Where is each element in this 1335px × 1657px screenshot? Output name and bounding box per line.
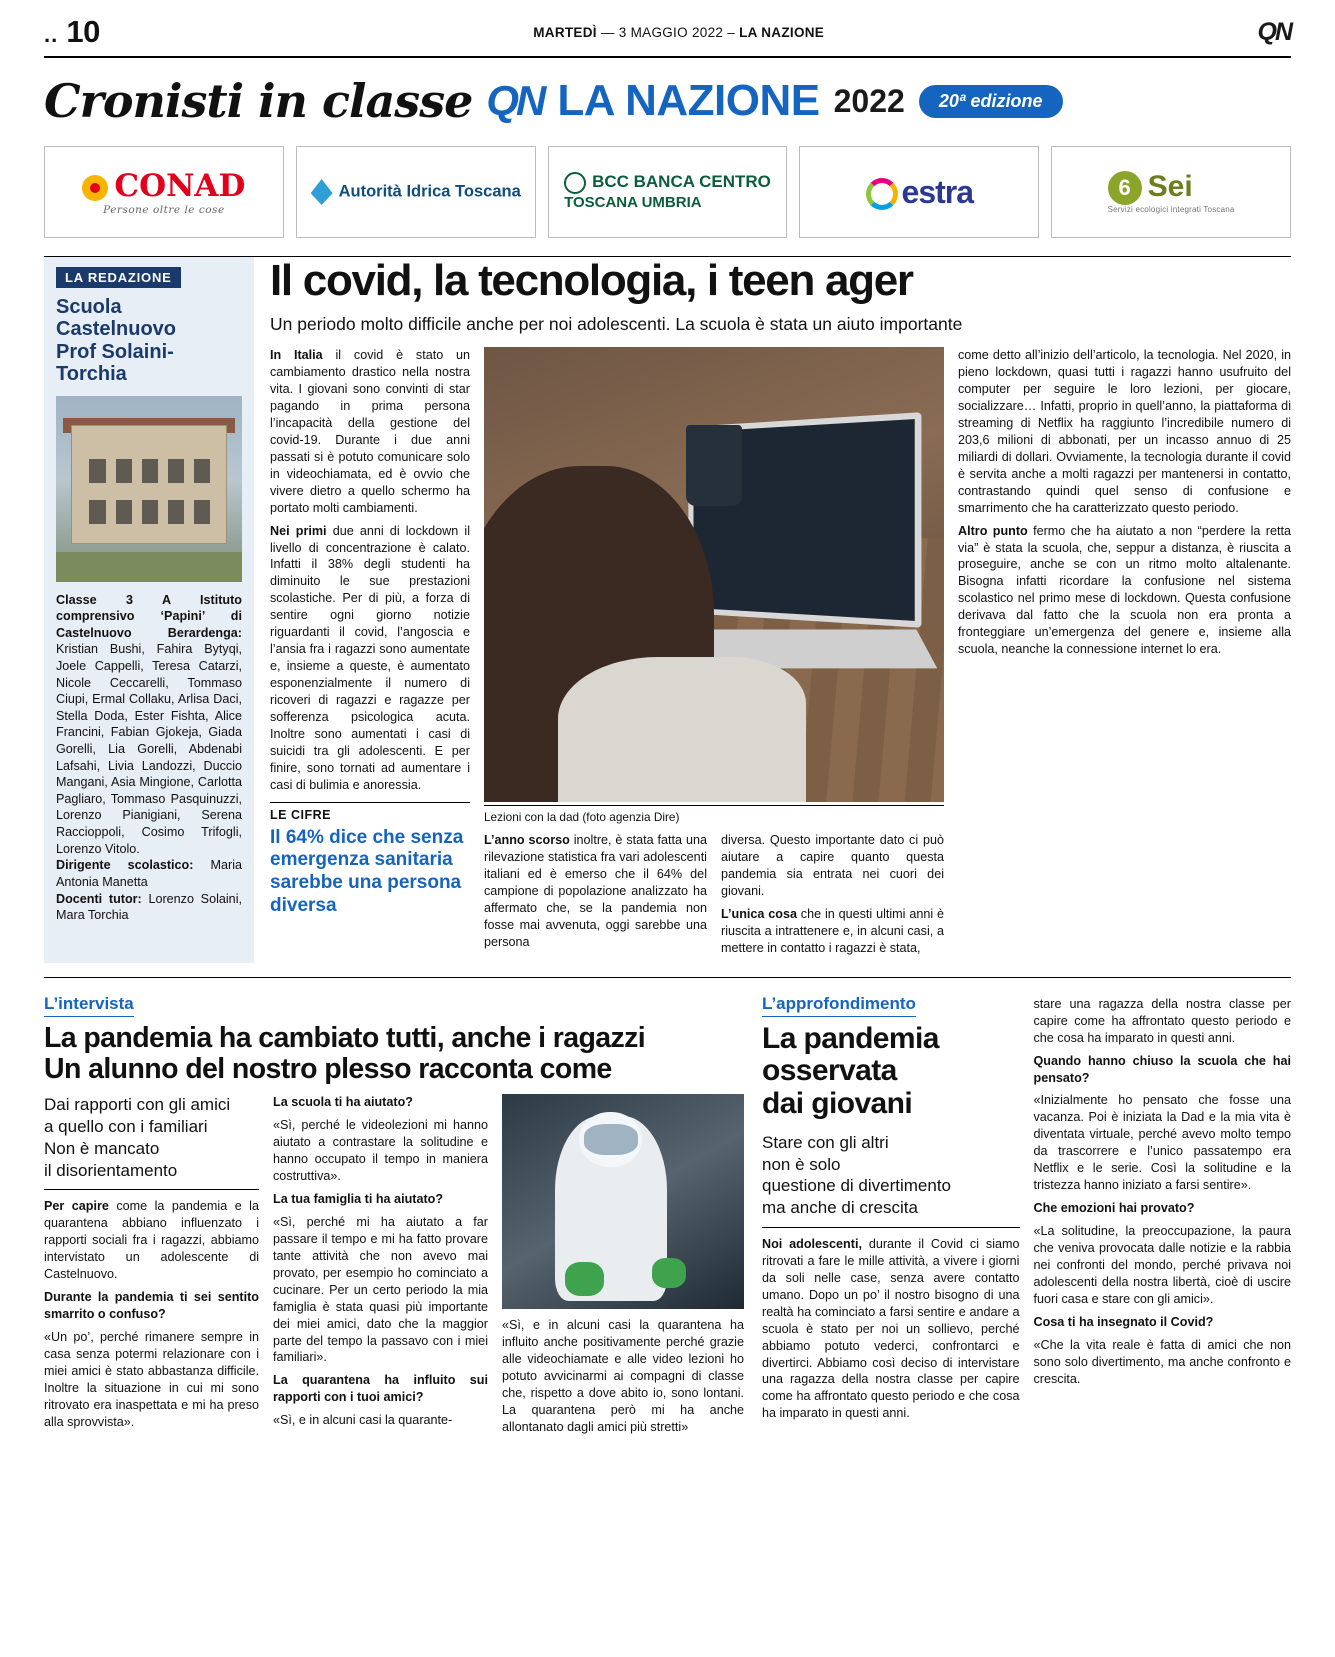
sponsor-tagline-bcc: TOSCANA UMBRIA bbox=[564, 194, 702, 212]
section-title-band bbox=[44, 58, 1291, 140]
redazione-tag: LA REDAZIONE bbox=[56, 267, 181, 288]
dateline-day: MARTEDÌ bbox=[533, 24, 597, 40]
article-column-2 bbox=[484, 832, 707, 963]
page-number-dots: .. bbox=[44, 22, 59, 47]
la-nazione-brand: LA NAZIONE bbox=[557, 76, 820, 125]
interview-column-1 bbox=[44, 1094, 259, 1442]
article-column-4 bbox=[958, 347, 1291, 963]
para-text: fermo che ha aiutato a non “perdere la retta via” è stata la scuola, che, seppur a distanza, è riuscita a proseguire, anche se con un ritmo molto altalenante. Bisogna infatti ricordare la confusione nel sistema scolastico nel primo mese di lockdown. Questa confusione derivava dal fatto che la scuola non era pronta a fronteggiare un’emergenza del genere e, insieme alla scuola, neanche la connessione internet lo era. bbox=[958, 523, 1291, 657]
interview-question: La scuola ti ha aiutato? bbox=[273, 1095, 413, 1110]
standfirst-line4: il disorientamento bbox=[44, 1160, 178, 1180]
sponsor-name-conad: CONAD bbox=[114, 168, 246, 204]
sponsor-name-estra: estra bbox=[901, 173, 974, 210]
bcc-circle-icon bbox=[564, 172, 586, 194]
approfondimento-body bbox=[762, 1236, 1020, 1422]
sponsor-logo-bcc bbox=[548, 146, 788, 238]
water-drop-icon bbox=[311, 179, 333, 205]
approfondimento-body-continued: stare una ragazza della nostra classe per capire come ha affrontato questo periodo e che cosa ha imparato in questi anni. bbox=[1033, 996, 1291, 1045]
interview-question: La tua famiglia ti ha aiutato? bbox=[273, 1192, 444, 1206]
sponsor-name-autorita: Autorità Idrica Toscana bbox=[338, 182, 521, 201]
standfirst-line4: ma anche di crescita bbox=[762, 1198, 918, 1218]
para-lead: In Italia bbox=[270, 348, 323, 363]
sponsor-logo-estra bbox=[799, 146, 1039, 238]
article-photo-dad bbox=[484, 347, 944, 802]
approfondimento-headline-line1: La pandemia bbox=[762, 1021, 939, 1055]
credits-class-label: Classe 3 A Istituto comprensivo ‘Papini’ di Castelnuovo Berardenga: bbox=[56, 592, 242, 640]
article-body bbox=[270, 257, 1291, 963]
para-lead: Per capire bbox=[44, 1199, 109, 1214]
approfondimento-standfirst bbox=[762, 1132, 1020, 1219]
approfondimento-column-2 bbox=[1034, 994, 1292, 1428]
cronisti-title: Cronisti in classe bbox=[44, 74, 473, 128]
sponsor-strip bbox=[44, 146, 1291, 238]
para-text: che in questi ultimi anni è riuscita a intrattenere e, in alcuni casi, a mettere in contatto i ragazzi è stata, bbox=[721, 906, 944, 955]
sponsor-logo-conad bbox=[44, 146, 284, 238]
para-text: inoltre, è stata fatta una rilevazione statistica fra vari adolescenti italiani ed è emerso che il 64% del campione di popolazione analizzato ha affermato che, se la pandemia non fosse mai avvenuta, oggi sarebbe una persona bbox=[484, 833, 707, 949]
interview-column-3 bbox=[502, 1094, 744, 1442]
para-text: il covid è stato un cambiamento drastico nella nostra vita. I giovani sono convinti di star pagando in prima persona l’incapacità della gestione del covid-19. Durante i due anni passati si è potuto comunicare solo in videochiamata, ed è ovvio che vivere dietro a quello schermo ha portato molti cambiamenti. bbox=[270, 348, 471, 515]
article-column-center bbox=[484, 347, 944, 963]
para-text: come la pandemia e la quarantena abbiano influenzato i rapporti sociali fra i ragazzi, abbiamo intervistato un adolescente di Castelnuovo. bbox=[44, 1199, 259, 1282]
approfondimento-kicker: L’approfondimento bbox=[762, 994, 916, 1017]
qn-logo-icon: QN bbox=[1257, 17, 1291, 46]
interview-headline-line1: La pandemia ha cambiato tutti, anche i ragazzi bbox=[44, 1021, 646, 1054]
standfirst-line1: Stare con gli altri bbox=[762, 1132, 889, 1152]
standfirst-line2: a quello con i familiari bbox=[44, 1117, 208, 1137]
approfondimento-question: Quando hanno chiuso la scuola che hai pensato? bbox=[1033, 1053, 1291, 1085]
standfirst-line2: non è solo bbox=[762, 1154, 841, 1174]
school-photo bbox=[56, 396, 242, 582]
interview-block bbox=[44, 994, 744, 1442]
qn-brand-logo: QN bbox=[486, 77, 544, 124]
approfondimento-answer: «Inizialmente ho pensato che fosse una vacanza. Poi è iniziata la Dad e la mia vita è diventata virtuale, perché avevo molto tempo da trascorrere e l’unico passatempo era Netflix e le serie. Così la solitudine e la tristezza hanno iniziato a farsi sentire». bbox=[1033, 1093, 1291, 1193]
para-lead: Altro punto bbox=[958, 523, 1028, 538]
page-number-value: 10 bbox=[66, 14, 100, 49]
sponsor-tagline-conad: Persone oltre le cose bbox=[103, 204, 225, 216]
standfirst-line3: Non è mancato bbox=[44, 1138, 160, 1158]
interview-standfirst bbox=[44, 1094, 259, 1181]
main-article bbox=[44, 257, 1291, 963]
para-text: durante il Covid ci siamo ritrovati a fare le mille attività, a vivere i giorni da soli nelle case, senza avere contatto umano. Dopo un po’ il nostro bisogno di una realtà ha cominciato a farsi sentire e andare a scuola è stato per noi un sollievo, perché abbiamo potuto vederci, confrontarci e divertirci. Abbiamo così deciso di intervistare una ragazza della nostra classe per capire come ha affrontato questo periodo e che cosa ha imparato in questi anni. bbox=[762, 1236, 1020, 1421]
para-lead: Noi adolescenti, bbox=[762, 1236, 862, 1251]
estra-ring-icon bbox=[866, 178, 898, 210]
approfondimento-headline-line2: osservata bbox=[762, 1054, 897, 1088]
approfondimento-question: Che emozioni hai provato? bbox=[1033, 1201, 1195, 1216]
bottom-section-rule bbox=[44, 977, 1291, 978]
interview-answer-start: «Sì, e in alcuni casi la quarante- bbox=[273, 1413, 453, 1428]
sponsor-tagline-sei: Servizi ecologici integrati Toscana bbox=[1107, 205, 1235, 215]
para-lead: L’anno scorso bbox=[484, 833, 570, 848]
article-paragraph bbox=[270, 347, 470, 516]
interview-photo-covid bbox=[502, 1094, 744, 1309]
photo-caption: Lezioni con la dad (foto agenzia Dire) bbox=[484, 805, 944, 824]
interview-answer-continued: «Sì, e in alcuni casi la quarantena ha influito anche positivamente perché grazie alle videochiamate e alle video lezioni ho potuto avvicinarmi ai compagni di classe che, rispetto a dove abito io, sono lontani. La quarantena però mi ha anche allontanato dagli amici più stretti» bbox=[502, 1318, 744, 1434]
sponsor-name-sei: Sei bbox=[1147, 169, 1193, 203]
bottom-section bbox=[44, 994, 1291, 1442]
article-paragraph bbox=[721, 906, 944, 957]
interview-headline bbox=[44, 1023, 744, 1085]
interview-column-2 bbox=[273, 1094, 488, 1442]
redazione-sidebar bbox=[44, 257, 254, 963]
interview-question: La quarantena ha influito sui rapporti con i tuoi amici? bbox=[273, 1373, 488, 1405]
sei-six-icon: 6 bbox=[1108, 171, 1142, 205]
school-name-line1: Scuola Castelnuovo bbox=[56, 296, 177, 341]
article-column-3 bbox=[721, 832, 944, 963]
conad-flower-icon bbox=[82, 175, 108, 201]
edition-badge: 20ª edizione bbox=[919, 85, 1063, 118]
sponsor-logo-autorita-idrica bbox=[296, 146, 536, 238]
article-subhead: Un periodo molto difficile anche per noi adolescenti. La scuola è stata un aiuto importante bbox=[270, 313, 963, 334]
approfondimento-answer: «Che la vita reale è fatta di amici che non sono solo divertimento, ma anche confronto e crescita. bbox=[1033, 1337, 1291, 1386]
interview-answer: «Sì, perché le videolezioni mi hanno aiutato a contrastare la solitudine e hanno occupato il tempo in maniera costruttiva». bbox=[273, 1118, 488, 1184]
interview-intro bbox=[44, 1198, 259, 1283]
page-number bbox=[44, 14, 100, 50]
interview-headline-line2: Un alunno del nostro plesso racconta come bbox=[44, 1052, 612, 1085]
sponsor-name-bcc: BCC BANCA CENTRO bbox=[592, 172, 771, 192]
standfirst-line3: questione di divertimento bbox=[762, 1176, 952, 1196]
approfondimento-question: Cosa ti ha insegnato il Covid? bbox=[1033, 1314, 1214, 1329]
figures-highlight: Il 64% dice che senza emergenza sanitaria sarebbe una persona diversa bbox=[270, 826, 464, 916]
para-text: due anni di lockdown il livello di concentrazione è calato. Infatti il 38% degli studenti ha diminuito le sue prestazioni scolastiche. Per di più, a forza di sentire ogni giorno notizie riguardanti il covid, l’angoscia e l’ansia fra i ragazzi sono aumentate e, insieme a queste, è aumentato esponenzialmente il numero di ricoveri di ragazzi e ragazze per sofferenza psicologica acuta. Inoltre sono aumentati i casi di suicidi tra gli adolescenti. E per finire, sono tornati ad aumentare i casi di bulimia e anoressia. bbox=[270, 523, 471, 792]
para-lead: Nei primi bbox=[270, 523, 327, 538]
article-column-1 bbox=[270, 347, 470, 963]
approfondimento-column-1 bbox=[762, 994, 1020, 1428]
interview-answer: «Sì, perché mi ha aiutato a far passare il tempo e mi ha fatto provare tante attività che non avevo mai provato, per esempio ho cominciato a cucinare. Per un certo periodo la mia famiglia è stata quasi più importante dei miei amici, dato che la maggior parte del tempo la passavo con i miei familiari». bbox=[273, 1214, 488, 1365]
article-headline: Il covid, la tecnologia, i teen ager bbox=[270, 256, 913, 305]
approfondimento-headline-line3: dai giovani bbox=[762, 1086, 913, 1120]
credits-students: Kristian Bushi, Fahira Bytyqi, Joele Cappelli, Teresa Catarzi, Nicole Ceccarelli, Tommaso Ciupi, Ermal Collaku, Arlisa Daci, Stella Doda, Ester Fishta, Alice Francini, Fabian Gjokeja, Giada Gorelli, Lia Gorelli, Abdenabi Lafsahi, Livia Landozzi, Duccio Mangani, Asia Mingione, Carlotta Pagliaro, Tommaso Pasquinuzzi, Lorenzo Pianigiani, Serena Raccioppoli, Cosimo Trifogli, Lorenzo Vitolo. bbox=[56, 642, 242, 856]
tutors-label: Docenti tutor: bbox=[56, 891, 142, 906]
article-paragraph: diversa. Questo importante dato ci può aiutare a capire quanto questa pandemia sia entrata nei cuori dei giovani. bbox=[721, 833, 944, 899]
interview-answer: «Un po’, perché rimanere sempre in casa senza potermi relazionare con i miei amici è stato abbastanza difficile. Inoltre la situazione in cui mi sono ritrovato era inaspettata e mi ha preso alla sprovvista». bbox=[44, 1329, 259, 1429]
tutors-names: Lorenzo Solaini, Mara Torchia bbox=[56, 891, 242, 923]
principal-label: Dirigente scolastico: bbox=[56, 858, 194, 873]
standfirst-line1: Dai rapporti con gli amici bbox=[44, 1095, 231, 1115]
mug-shape bbox=[686, 425, 741, 507]
interview-question: Durante la pandemia ti sei sentito smarrito o confuso? bbox=[44, 1290, 259, 1321]
approfondimento-answer: «La solitudine, la preoccupazione, la paura che veniva provocata dalle notizie e la rabbia nei confronti del mondo, perché privava noi adolescenti della nostra libertà, cioè di uscire fuori casa e stare con gli amici». bbox=[1033, 1224, 1291, 1306]
figures-label: LE CIFRE bbox=[270, 802, 470, 822]
approfondimento-headline bbox=[762, 1023, 1020, 1120]
para-lead: L’unica cosa bbox=[721, 906, 797, 921]
masthead-dateline bbox=[533, 25, 824, 40]
redazione-credits bbox=[56, 592, 242, 924]
article-paragraph bbox=[958, 523, 1291, 659]
school-name-line2: Prof Solaini-Torchia bbox=[56, 340, 174, 386]
article-columns bbox=[270, 347, 1291, 963]
masthead bbox=[44, 14, 1291, 56]
principal-name: Maria Antonia Manetta bbox=[56, 858, 242, 889]
dateline-date: — 3 MAGGIO 2022 – bbox=[596, 24, 740, 40]
edition-year: 2022 bbox=[833, 82, 905, 119]
article-paragraph bbox=[270, 523, 470, 794]
school-name bbox=[56, 296, 242, 386]
sponsor-logo-sei bbox=[1051, 146, 1291, 238]
interview-kicker: L’intervista bbox=[44, 994, 134, 1017]
article-paragraph bbox=[484, 832, 707, 951]
dateline-paper: LA NAZIONE bbox=[739, 24, 825, 40]
approfondimento-block bbox=[762, 994, 1291, 1442]
article-paragraph: come detto all’inizio dell’articolo, la tecnologia. Nel 2020, in pieno lockdown, quasi tutti i ragazzi hanno usufruito del computer per seguire le loro lezioni, per giocare, socializzare… Infatti, proprio in quell’anno, la piattaforma di streaming di Netflix ha raggiunto l’incredibile numero di 203,6 milioni di abbonati, per un incasso annuo di 25 miliardi di dollari. Ovviamente, la tecnologia durante il covid è servita anche a molti ragazzi per mantenersi in contatto, contrastando quindi quel senso di confusione e smarrimento che ha caratterizzato questo periodo. bbox=[958, 348, 1291, 515]
